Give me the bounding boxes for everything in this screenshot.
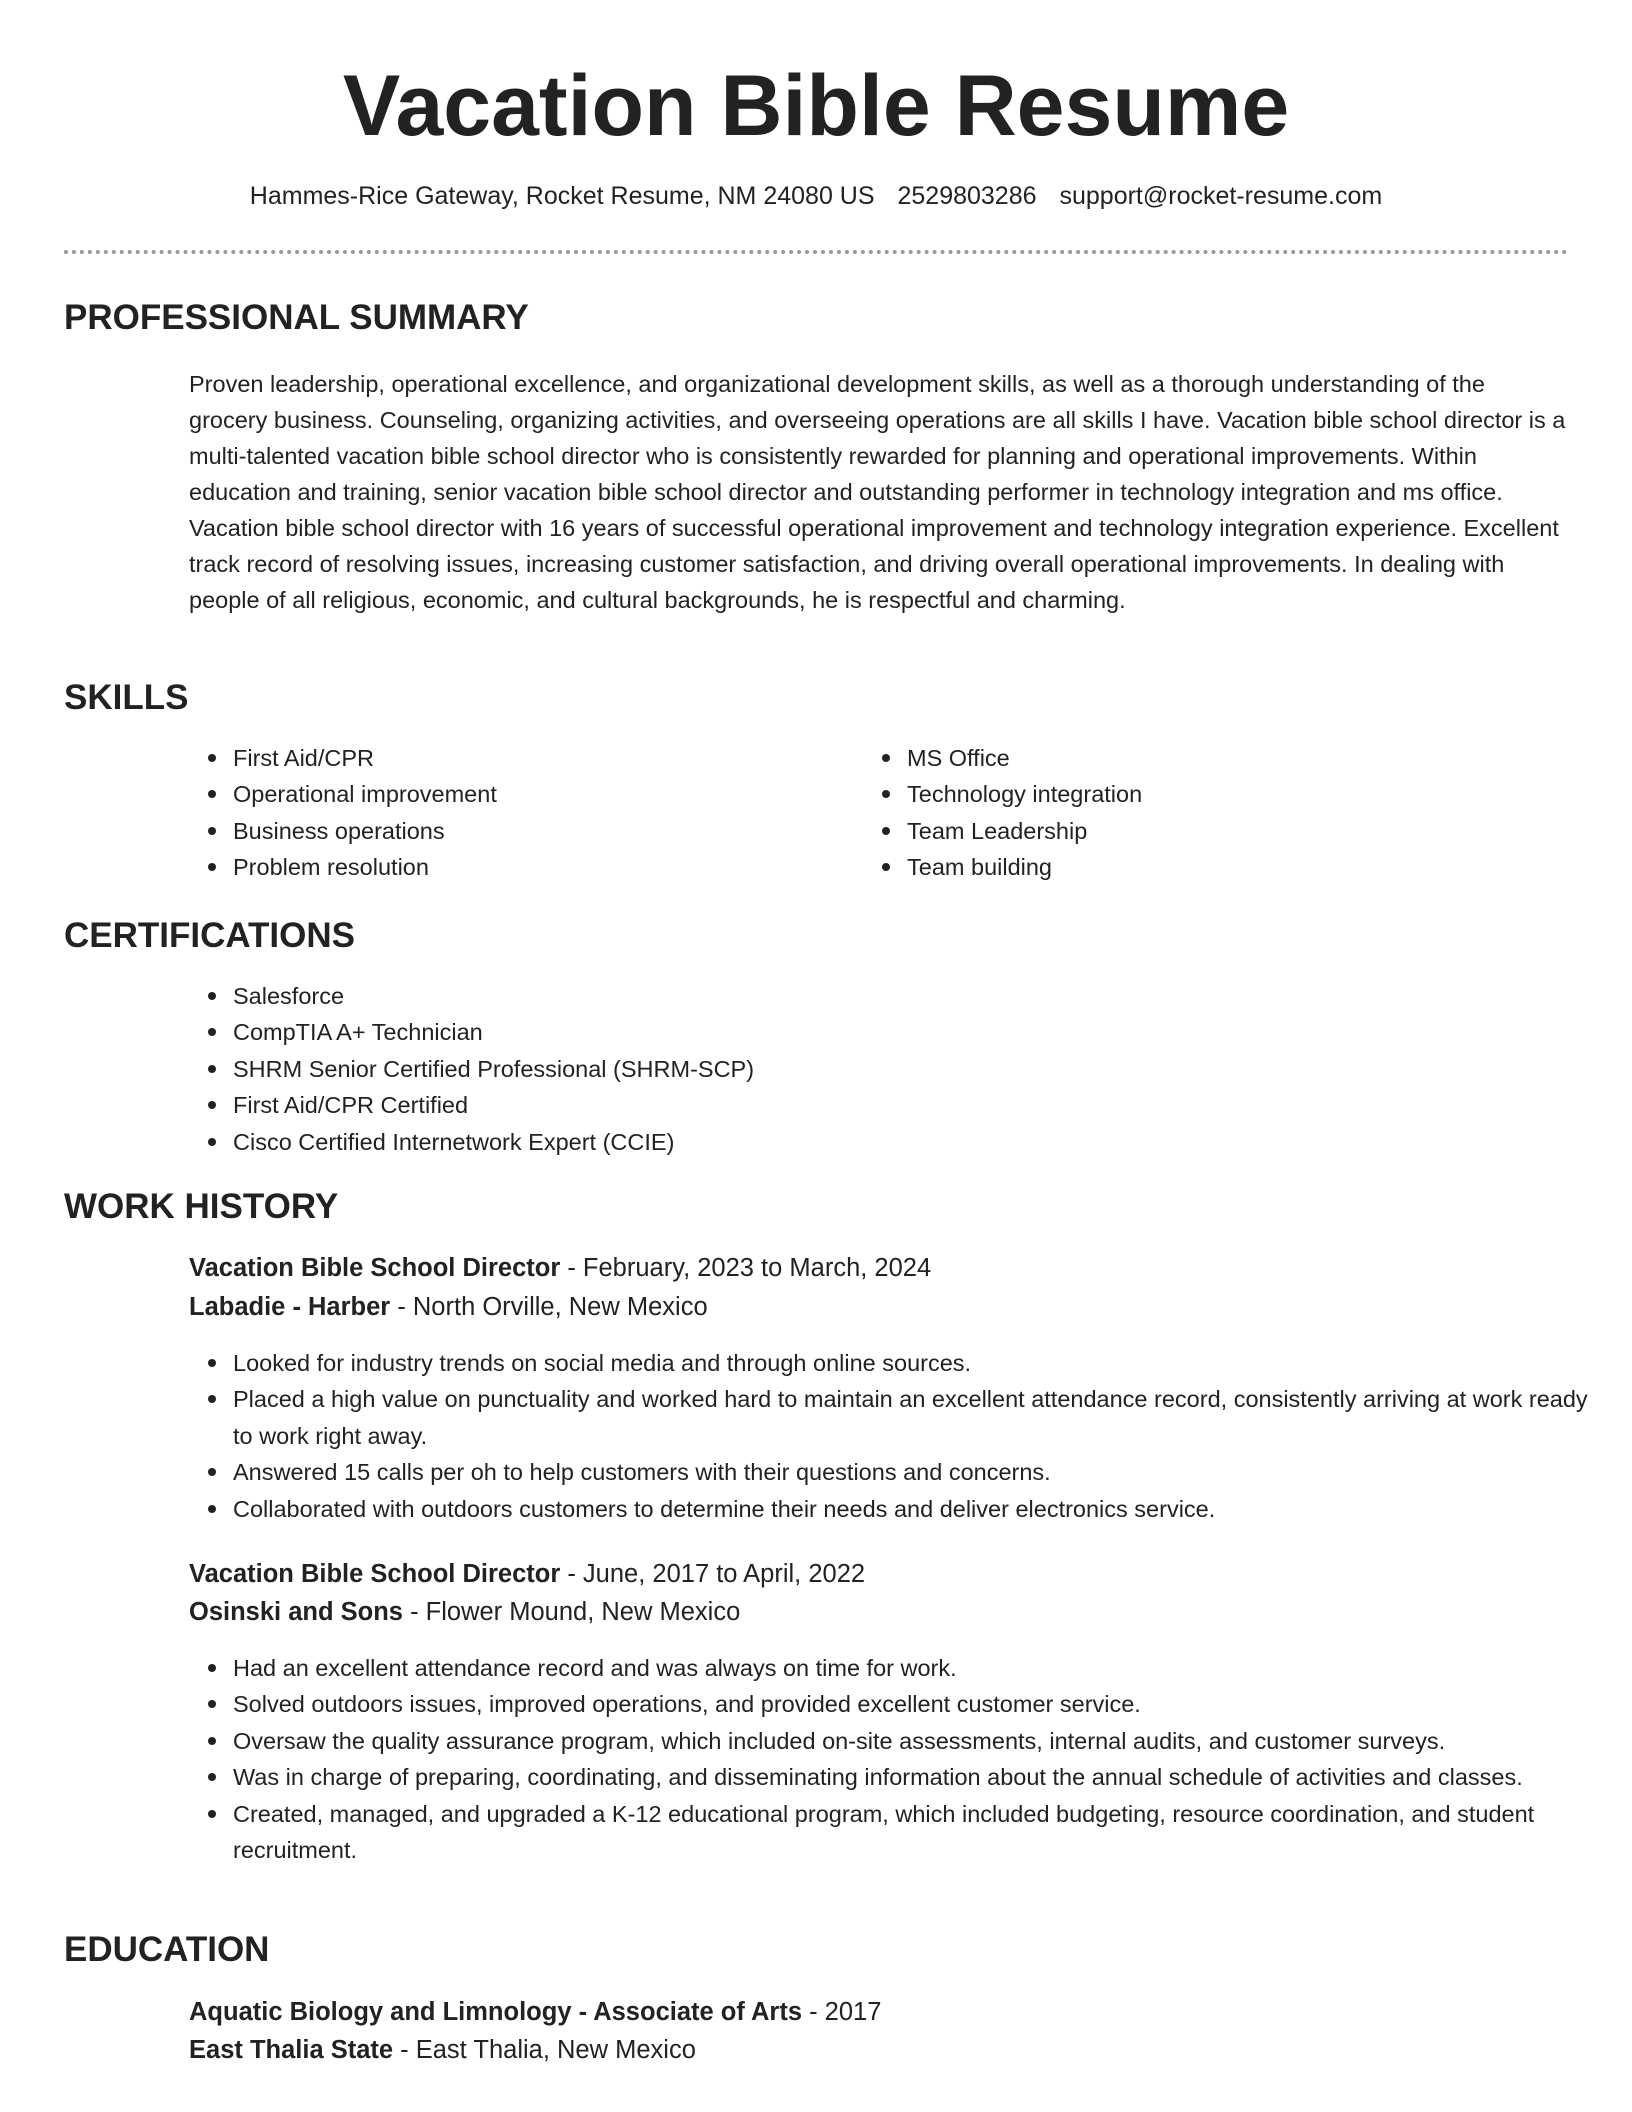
certification-item: CompTIA A+ Technician xyxy=(233,1014,1533,1050)
job-company-line xyxy=(189,1596,740,1628)
job-bullets xyxy=(189,1345,1605,1527)
header-divider xyxy=(64,250,1568,254)
certifications-heading: CERTIFICATIONS xyxy=(64,916,356,955)
education-degree-line xyxy=(189,1996,881,2028)
contact-address: Hammes-Rice Gateway, Rocket Resume, NM 24080 US xyxy=(249,182,875,210)
certifications-list xyxy=(189,978,1533,1160)
education-school-line xyxy=(189,2034,696,2066)
job-bullet: Created, managed, and upgraded a K-12 educational program, which included budgeting, resource coordination, and student recruitment. xyxy=(233,1796,1605,1869)
job-title: Vacation Bible School Director xyxy=(189,1254,561,1282)
job-bullet: Collaborated with outdoors customers to determine their needs and deliver electronics service. xyxy=(233,1491,1605,1527)
job-bullet: Oversaw the quality assurance program, which included on-site assessments, internal audits, and customer surveys. xyxy=(233,1723,1605,1759)
job-company: Labadie - Harber xyxy=(189,1293,391,1321)
skill-item: Business operations xyxy=(233,813,853,849)
education-degree: Aquatic Biology and Limnology - Associate of Arts xyxy=(189,1998,802,2026)
certification-item: SHRM Senior Certified Professional (SHRM-SCP) xyxy=(233,1051,1533,1087)
skill-item: Problem resolution xyxy=(233,849,853,885)
skill-item: Technology integration xyxy=(907,776,1527,812)
job-location: - Flower Mound, New Mexico xyxy=(402,1598,741,1626)
certification-item: First Aid/CPR Certified xyxy=(233,1087,1533,1123)
skill-item: First Aid/CPR xyxy=(233,740,853,776)
skill-item: Team building xyxy=(907,849,1527,885)
job-company-line xyxy=(189,1291,708,1323)
job-dates: - February, 2023 to March, 2024 xyxy=(560,1254,932,1282)
work-history-heading: WORK HISTORY xyxy=(64,1187,339,1226)
skill-item: MS Office xyxy=(907,740,1527,776)
education-heading: EDUCATION xyxy=(64,1930,270,1969)
skill-item: Operational improvement xyxy=(233,776,853,812)
job-location: - North Orville, New Mexico xyxy=(390,1293,708,1321)
skills-list-right xyxy=(863,740,1527,886)
contact-phone: 2529803286 xyxy=(897,182,1037,210)
job-bullet: Answered 15 calls per oh to help customers with their questions and concerns. xyxy=(233,1454,1605,1490)
job-bullets xyxy=(189,1650,1605,1868)
education-school: East Thalia State xyxy=(189,2036,394,2064)
job-dates: - June, 2017 to April, 2022 xyxy=(560,1560,866,1588)
education-year: - 2017 xyxy=(802,1998,882,2026)
skills-list-left xyxy=(189,740,853,886)
summary-heading: PROFESSIONAL SUMMARY xyxy=(64,298,529,337)
skills-heading: SKILLS xyxy=(64,678,189,717)
contact-line xyxy=(0,180,1632,212)
skill-item: Team Leadership xyxy=(907,813,1527,849)
contact-email: support@rocket-resume.com xyxy=(1059,182,1383,210)
job-bullet: Had an excellent attendance record and was always on time for work. xyxy=(233,1650,1605,1686)
job-bullet: Was in charge of preparing, coordinating, and disseminating information about the annual schedule of activities and classes. xyxy=(233,1759,1605,1795)
job-title: Vacation Bible School Director xyxy=(189,1560,561,1588)
resume-name: Vacation Bible Resume xyxy=(342,58,1290,154)
certification-item: Cisco Certified Internetwork Expert (CCIE) xyxy=(233,1124,1533,1160)
job-title-line xyxy=(189,1252,931,1284)
job-company: Osinski and Sons xyxy=(189,1598,403,1626)
job-bullet: Placed a high value on punctuality and worked hard to maintain an excellent attendance record, consistently arriving at work ready to work right away. xyxy=(233,1381,1605,1454)
job-title-line xyxy=(189,1558,865,1590)
job-bullet: Looked for industry trends on social media and through online sources. xyxy=(233,1345,1605,1381)
job-bullet: Solved outdoors issues, improved operations, and provided excellent customer service. xyxy=(233,1686,1605,1722)
education-location: - East Thalia, New Mexico xyxy=(393,2036,696,2064)
certification-item: Salesforce xyxy=(233,978,1533,1014)
summary-text: Proven leadership, operational excellence, and organizational development skills, as well as a thorough understanding of the grocery business. Counseling, organizing activities, and overseeing operations are all skills I have. Vacation bible school director is a multi-talented vacation bible school director who is consistently rewarded for planning and operational improvements. Within education and training, senior vacation bible school director and outstanding performer in technology integration and ms office. Vacation bible school director with 16 years of successful operational improvement and technology integration experience. Excellent track record of resolving issues, increasing customer satisfaction, and driving overall operational improvements. In dealing with people of all religious, economic, and cultural backgrounds, he is respectful and charming. xyxy=(189,371,1566,613)
